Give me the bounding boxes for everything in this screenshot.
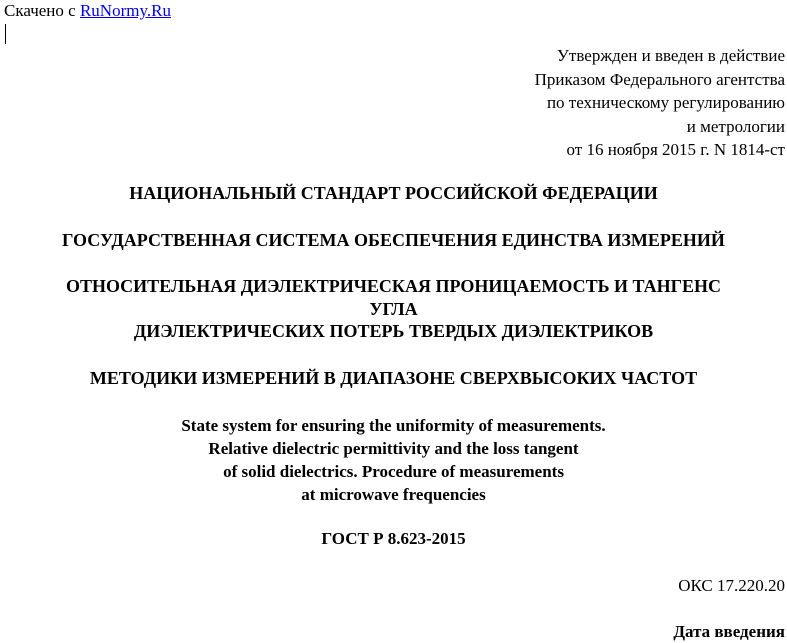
english-title-line: of solid dielectrics. Procedure of measurements (223, 462, 564, 481)
source-line (4, 1, 171, 21)
source-prefix: Скачено с (4, 1, 80, 20)
text-cursor (5, 24, 6, 44)
approval-line: Приказом Федерального агентства (534, 69, 785, 89)
approval-line: по техническому регулированию (546, 93, 785, 112)
methods-heading: МЕТОДИКИ ИЗМЕРЕНИЙ В ДИАПАЗОНЕ СВЕРХВЫСОКИХ ЧАСТОТ (89, 368, 698, 388)
approval-line: от 16 ноября 2015 г. N 1814-ст (566, 140, 785, 159)
gost-designation: ГОСТ Р 8.623-2015 (321, 529, 466, 548)
source-link[interactable]: RuNormy.Ru (79, 1, 171, 20)
english-title-line: Relative dielectric permittivity and the loss tangent (208, 439, 579, 458)
intro-date-label: Дата введения (673, 622, 785, 641)
english-title-line: at microwave frequencies (301, 485, 486, 504)
state-system-heading: ГОСУДАРСТВЕННАЯ СИСТЕМА ОБЕСПЕЧЕНИЯ ЕДИНСТВА ИЗМЕРЕНИЙ (62, 230, 725, 250)
national-standard-heading: НАЦИОНАЛЬНЫЙ СТАНДАРТ РОССИЙСКОЙ ФЕДЕРАЦИИ (129, 183, 658, 203)
approval-line: Утвержден и введен в действие (556, 46, 785, 65)
approval-block (535, 44, 785, 162)
title-line: ОТНОСИТЕЛЬНАЯ ДИЭЛЕКТРИЧЕСКАЯ ПРОНИЦАЕМОСТЬ И ТАНГЕНС (65, 276, 722, 296)
title-line: УГЛА (369, 298, 418, 319)
english-title-line: State system for ensuring the uniformity of measurements. (181, 416, 606, 435)
title-line: ДИЭЛЕКТРИЧЕСКИХ ПОТЕРЬ ТВЕРДЫХ ДИЭЛЕКТРИКОВ (133, 321, 654, 341)
english-title (0, 414, 787, 506)
oks-code: ОКС 17.220.20 (678, 576, 785, 595)
document-title (0, 275, 787, 343)
approval-line: и метрологии (686, 116, 785, 136)
